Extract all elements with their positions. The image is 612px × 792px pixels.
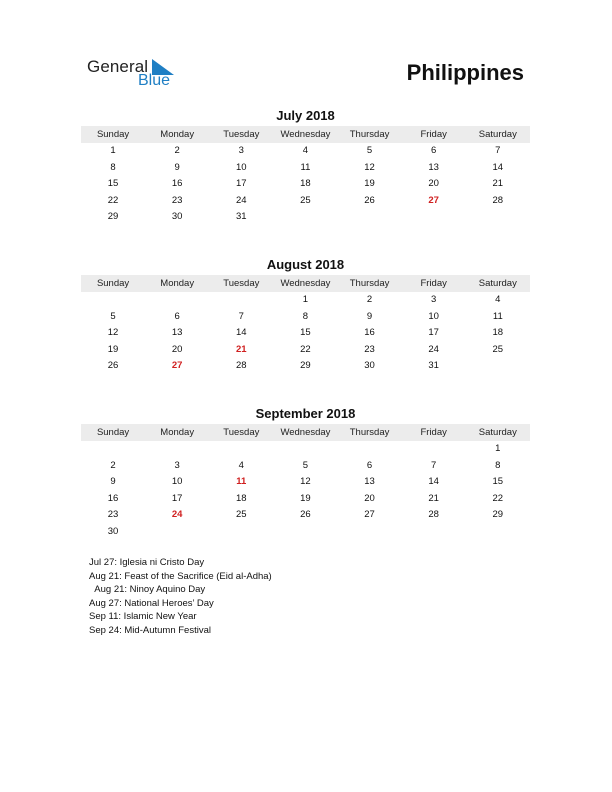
day-cell: 5 xyxy=(302,459,309,471)
day-cell: 5 xyxy=(110,310,116,322)
day-cell xyxy=(81,441,145,458)
day-cell: 29 xyxy=(107,211,119,223)
weekday-label: Thursday xyxy=(349,129,390,140)
week-row xyxy=(81,292,530,309)
day-cell: 13 xyxy=(428,161,439,173)
day-cell xyxy=(273,441,337,458)
day-cell xyxy=(145,441,209,458)
holiday-entry: Sep 11: Islamic New Year xyxy=(89,611,197,623)
day-cell: 22 xyxy=(492,492,504,504)
day-cell: 7 xyxy=(238,310,244,322)
country-title: Philippines xyxy=(406,60,524,85)
day-cell: 1 xyxy=(110,145,116,156)
day-cell: 21 xyxy=(428,492,439,504)
week-row xyxy=(81,160,530,177)
day-cell xyxy=(145,524,209,541)
day-cell: 12 xyxy=(364,161,375,173)
day-cell: 16 xyxy=(364,327,375,339)
weekday-label: Friday xyxy=(420,129,447,140)
day-cell: 14 xyxy=(236,327,247,339)
day-cell: 26 xyxy=(300,509,311,521)
weekday-label: Sunday xyxy=(96,278,130,289)
day-cell: 12 xyxy=(107,327,119,339)
month-calendar xyxy=(81,256,530,375)
day-cell: 30 xyxy=(107,525,119,537)
day-cell xyxy=(338,441,402,458)
day-cell: 7 xyxy=(431,459,437,471)
week-row xyxy=(81,458,530,475)
weekday-label: Friday xyxy=(420,427,447,438)
day-cell: 30 xyxy=(171,211,183,223)
weekday-header-row xyxy=(81,424,530,441)
logo-blue-text: Blue xyxy=(138,72,171,89)
holiday-day-cell: 27 xyxy=(428,194,439,206)
weekday-label: Wednesday xyxy=(280,427,331,438)
day-cell: 15 xyxy=(492,476,504,488)
weekday-header-row xyxy=(81,126,530,143)
day-cell: 3 xyxy=(238,145,244,156)
weekday-label: Thursday xyxy=(349,278,390,289)
holiday-entry: Aug 21: Ninoy Aquino Day xyxy=(89,584,206,596)
month-title: August 2018 xyxy=(266,257,345,272)
day-cell: 9 xyxy=(366,310,373,322)
day-cell xyxy=(466,209,530,226)
day-cell: 10 xyxy=(171,476,183,488)
day-cell: 31 xyxy=(428,360,439,372)
week-row xyxy=(81,309,530,326)
day-cell: 28 xyxy=(236,360,247,372)
week-row xyxy=(81,143,530,160)
day-cell: 18 xyxy=(300,178,311,190)
holiday-list xyxy=(89,556,272,638)
day-cell: 18 xyxy=(492,327,504,339)
day-cell xyxy=(209,524,273,541)
weekday-label: Saturday xyxy=(478,129,517,140)
day-cell: 15 xyxy=(300,327,311,339)
day-cell: 17 xyxy=(428,327,439,339)
day-cell: 9 xyxy=(174,161,180,173)
week-row xyxy=(81,358,530,375)
day-cell: 27 xyxy=(364,509,375,521)
week-row xyxy=(81,325,530,342)
week-row xyxy=(81,176,530,193)
day-cell: 24 xyxy=(236,194,247,206)
holiday-entry: Aug 27: National Heroes’ Day xyxy=(89,597,214,609)
weekday-label: Friday xyxy=(420,278,447,289)
weekday-label: Sunday xyxy=(96,129,130,140)
day-cell: 5 xyxy=(366,145,373,156)
day-cell: 26 xyxy=(364,194,375,206)
weekday-label: Monday xyxy=(160,427,195,438)
holiday-day-cell: 24 xyxy=(171,509,183,521)
month-calendar xyxy=(81,405,530,541)
day-cell: 9 xyxy=(110,476,116,488)
day-cell: 14 xyxy=(428,476,439,488)
day-cell: 10 xyxy=(236,161,247,173)
weekday-label: Sunday xyxy=(96,427,130,438)
week-row xyxy=(81,474,530,491)
day-cell: 21 xyxy=(492,178,504,190)
week-row xyxy=(81,507,530,524)
weekday-label: Saturday xyxy=(478,427,517,438)
weekday-label: Wednesday xyxy=(280,129,331,140)
weekday-label: Monday xyxy=(160,278,195,289)
day-cell: 17 xyxy=(171,492,183,504)
day-cell: 29 xyxy=(492,509,504,521)
day-cell: 20 xyxy=(171,343,183,355)
day-cell xyxy=(338,209,402,226)
month-title: September 2018 xyxy=(255,406,356,421)
day-cell xyxy=(209,292,273,309)
day-cell: 14 xyxy=(492,161,504,173)
day-cell: 19 xyxy=(364,178,375,190)
day-cell xyxy=(402,209,466,226)
day-cell: 22 xyxy=(300,343,311,355)
day-cell: 2 xyxy=(366,294,373,305)
day-cell: 25 xyxy=(300,194,311,206)
day-cell: 4 xyxy=(495,294,501,305)
day-cell: 13 xyxy=(364,476,375,488)
day-cell: 4 xyxy=(302,145,309,156)
day-cell: 11 xyxy=(492,310,503,322)
day-cell: 15 xyxy=(107,178,119,190)
day-cell: 2 xyxy=(110,459,116,471)
day-cell: 3 xyxy=(174,459,180,471)
day-cell: 25 xyxy=(492,343,504,355)
day-cell: 18 xyxy=(236,492,247,504)
day-cell xyxy=(338,524,402,541)
day-cell: 19 xyxy=(107,343,119,355)
week-row xyxy=(81,342,530,359)
week-row xyxy=(81,441,530,458)
day-cell: 23 xyxy=(364,343,375,355)
weekday-label: Wednesday xyxy=(280,278,331,289)
day-cell: 30 xyxy=(364,360,375,372)
weekday-label: Thursday xyxy=(349,427,390,438)
day-cell: 19 xyxy=(300,492,311,504)
day-cell: 13 xyxy=(171,327,183,339)
month-calendar xyxy=(81,107,530,226)
day-cell: 12 xyxy=(300,476,311,488)
day-cell: 10 xyxy=(428,310,439,322)
day-cell: 1 xyxy=(495,443,501,454)
day-cell: 28 xyxy=(492,194,504,206)
holiday-day-cell: 27 xyxy=(171,360,183,372)
day-cell: 6 xyxy=(174,310,180,322)
month-title: July 2018 xyxy=(276,108,335,123)
day-cell: 3 xyxy=(431,294,437,305)
day-cell: 7 xyxy=(495,145,501,156)
day-cell: 23 xyxy=(171,194,183,206)
weekday-label: Saturday xyxy=(478,278,517,289)
week-row xyxy=(81,524,530,541)
day-cell: 24 xyxy=(428,343,439,355)
day-cell: 17 xyxy=(236,178,247,190)
day-cell: 16 xyxy=(171,178,183,190)
day-cell xyxy=(273,524,337,541)
day-cell xyxy=(402,441,466,458)
holiday-entry: Jul 27: Iglesia ni Cristo Day xyxy=(89,557,205,568)
week-row xyxy=(81,193,530,210)
day-cell: 8 xyxy=(495,459,501,471)
day-cell: 8 xyxy=(302,310,309,322)
day-cell: 26 xyxy=(107,360,119,372)
weekday-label: Tuesday xyxy=(223,129,260,140)
holiday-entry: Sep 24: Mid-Autumn Festival xyxy=(89,624,211,636)
day-cell: 22 xyxy=(107,194,119,206)
week-row xyxy=(81,491,530,508)
day-cell: 29 xyxy=(300,360,311,372)
day-cell xyxy=(209,441,273,458)
day-cell xyxy=(402,524,466,541)
day-cell: 31 xyxy=(236,211,247,223)
holiday-day-cell: 11 xyxy=(236,476,247,488)
day-cell: 20 xyxy=(428,178,439,190)
weekday-header-row xyxy=(81,275,530,292)
day-cell: 28 xyxy=(428,509,439,521)
day-cell xyxy=(466,358,530,375)
weekday-label: Tuesday xyxy=(223,427,260,438)
day-cell xyxy=(466,524,530,541)
day-cell: 20 xyxy=(364,492,375,504)
generalblue-logo xyxy=(86,56,196,96)
day-cell xyxy=(81,292,145,309)
day-cell: 23 xyxy=(107,509,119,521)
day-cell xyxy=(145,292,209,309)
holiday-day-cell: 21 xyxy=(236,343,247,355)
day-cell: 4 xyxy=(238,459,244,471)
week-row xyxy=(81,209,530,226)
holiday-entry: Aug 21: Feast of the Sacrifice (Eid al-Adha) xyxy=(89,570,272,582)
day-cell: 11 xyxy=(300,161,311,173)
logo-general-text: General xyxy=(87,57,149,76)
day-cell: 16 xyxy=(107,492,119,504)
day-cell: 2 xyxy=(174,145,180,156)
day-cell xyxy=(273,209,337,226)
day-cell: 25 xyxy=(236,509,247,521)
weekday-label: Tuesday xyxy=(223,278,260,289)
weekday-label: Monday xyxy=(160,129,195,140)
day-cell: 6 xyxy=(366,459,373,471)
day-cell: 8 xyxy=(110,161,116,173)
day-cell: 6 xyxy=(431,145,437,156)
day-cell: 1 xyxy=(302,294,309,305)
